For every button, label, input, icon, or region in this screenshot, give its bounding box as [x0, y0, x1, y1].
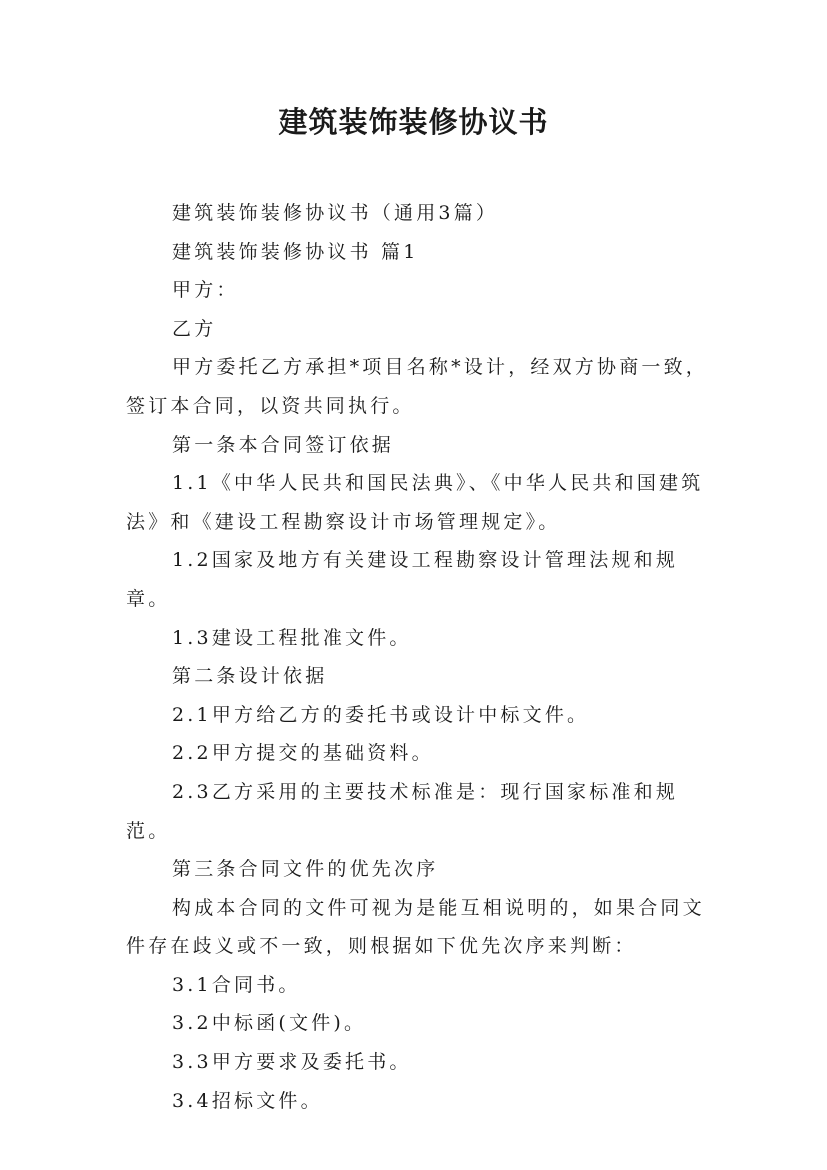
- paragraph-1-3: 1.3建设工程批准文件。: [172, 626, 412, 649]
- paragraph-intro: 甲方委托乙方承担*项目名称*设计，经双方协商一致，签订本合同，以资共同执行。: [126, 356, 709, 417]
- paragraph-3-4: 3.4招标文件。: [172, 1089, 323, 1112]
- paragraph-2-3: 2.3乙方采用的主要技术标准是：现行国家标准和规范。: [126, 780, 679, 842]
- paragraph-article-1: 第一条本合同签订依据: [172, 433, 395, 456]
- paragraph-3-3: 3.3甲方要求及委托书。: [172, 1051, 412, 1074]
- paragraph-party-a: 甲方：: [172, 279, 239, 302]
- document-body: [126, 194, 720, 1120]
- paragraph-1-1: 1.1《中华人民共和国民法典》、《中华人民共和国建筑法》和《建设工程勘察设计市场管理规定》。: [126, 472, 704, 533]
- paragraph-article-3: 第三条合同文件的优先次序: [172, 858, 439, 881]
- paragraph-heading-general: 建筑装饰装修协议书（通用3篇）: [172, 202, 499, 224]
- paragraph-precedence: 构成本合同的文件可视为是能互相说明的，如果合同文件存在歧义或不一致，则根据如下优先次序来判断：: [126, 896, 705, 958]
- paragraph-3-1: 3.1合同书。: [172, 973, 301, 996]
- paragraph-article-2: 第二条设计依据: [172, 665, 328, 688]
- paragraph-2-1: 2.1甲方给乙方的委托书或设计中标文件。: [172, 703, 590, 726]
- document-title: 建筑装饰装修协议书: [278, 105, 549, 139]
- paragraph-section-title: 建筑装饰装修协议书 篇1: [172, 240, 419, 263]
- paragraph-3-2: 3.2中标函(文件)。: [172, 1012, 367, 1035]
- paragraph-2-2: 2.2甲方提交的基础资料。: [172, 742, 434, 765]
- paragraph-1-2: 1.2国家及地方有关建设工程勘察设计管理法规和规章。: [126, 549, 679, 610]
- paragraph-party-b: 乙方: [172, 317, 217, 340]
